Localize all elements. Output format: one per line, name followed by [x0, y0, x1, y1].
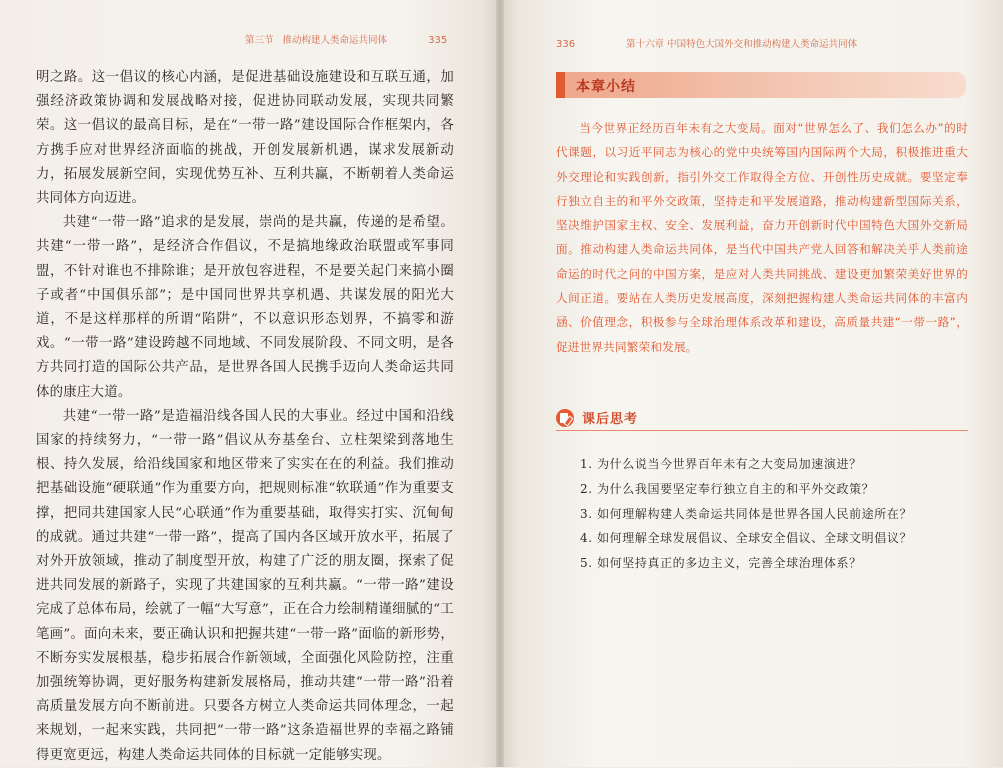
book-spine: [496, 0, 504, 767]
question-item: 5. 如何坚持真正的多边主义，完善全球治理体系？: [580, 556, 862, 571]
question-item: 4. 如何理解全球发展倡议、全球安全倡议、全球文明倡议？: [580, 531, 913, 546]
question-item: 3. 如何理解构建人类命运共同体是世界各国人民前途所在？: [580, 506, 913, 521]
chapter-summary-heading: [556, 72, 966, 98]
question-list: [580, 452, 970, 576]
summary-marker-bar: [556, 72, 565, 98]
chapter-summary-text: 当今世界正经历百年未有之大变局。面对“世界怎么了、我们怎么办”的时代课题，以习近平同志为核心的党中央统筹国内国际两个大局，积极推进重大外交理论和实践创新，指引外交工作取得全方位、开创性历史成就。要坚定奉行独立自主的和平外交政策，坚持走和平发展道路，推动构建新型国际关系，坚决维护国家主权、安全、发展利益，奋力开创新时代中国特色大国外交新局面。推动构建人类命运共同体，是当代中国共产党人回答和解决关乎人类前途命运的时代之问的中国方案，是应对人类共同挑战、建设更加繁荣美好世界的人间正道。要站在人类历史发展高度，深刻把握构建人类命运共同体的丰富内涵、价值理念，积极参与全球治理体系改革和建设，高质量共建“一带一路”，促进世界共同繁荣和发展。: [556, 121, 968, 354]
right-header-title: 中国特色大国外交和推动构建人类命运共同体: [667, 39, 858, 50]
pen-paper-icon: [556, 409, 574, 427]
chapter-summary-body: [556, 116, 968, 359]
left-header-title: 推动构建人类命运共同体: [282, 35, 388, 46]
body-paragraph-1: 明之路。这一倡议的核心内涵，是促进基础设施建设和互联互通，加强经济政策协调和发展战略对接，促进协同联动发展，实现共同繁荣。这一倡议的最高目标，是在“一带一路”建设国际合作框架内，各方携手应对世界经济面临的挑战，开创发展新机遇，谋求发展新动力，拓展发展新空间，实现优势互补、互利共赢，不断朝着人类命运共同体方向迈进。: [36, 70, 454, 207]
right-header-chapter: 第十六章: [626, 39, 665, 50]
body-paragraph-3: 共建“一带一路”是造福沿线各国人民的大事业。经过中国和沿线国家的持续努力，“一带一路”倡议从夯基垒台、立柱架梁到落地生根、持久发展，给沿线国家和地区带来了实实在在的利益。我们推动把基础设施“硬联通”作为重要方向，把规则标准“软联通”作为重要支撑，把同共建国家人民“心联通”作为重要基础，取得实打实、沉甸甸的成就。通过共建“一带一路”，提高了国内各区域开放水平，拓展了对外开放领域，推动了制度型开放，构建了广泛的朋友圈，探索了促进共同发展的新路子，实现了共建国家的互利共赢。“一带一路”建设完成了总体布局，绘就了一幅“大写意”，正在合力绘制精谨细腻的“工笔画”。面向未来，要正确认识和把握共建“一带一路”面临的新形势，不断夯实发展根基，稳步拓展合作新领域，全面强化风险防控，注重加强统筹协调，更好服务构建新发展格局，推动共建“一带一路”沿着高质量发展方向不断前进。只要各方树立人类命运共同体理念，一起来规划，一起来实践，共同把“一带一路”这条造福世界的幸福之路铺得更宽更远，构建人类命运共同体的目标就一定能够实现。: [36, 408, 454, 763]
left-header-section: 第三节: [245, 35, 274, 46]
body-paragraph-2: 共建“一带一路”追求的是发展，崇尚的是共赢，传递的是希望。共建“一带一路”，是经济合作倡议，不是搞地缘政治联盟或军事同盟，不针对谁也不排除谁；是开放包容进程，不是要关起门来搞小圈子或者“中国俱乐部”；是中国同世界共享机遇、共谋发展的阳光大道，不是这样那样的所谓“陷阱”，不以意识形态划界，不搞零和游戏。“一带一路”建设跨越不同地域、不同发展阶段、不同文明，是各方共同打造的国际公共产品，是世界各国人民携手迈向人类命运共同体的康庄大道。: [36, 215, 454, 400]
right-page-number: 336: [556, 39, 576, 50]
right-page-header: [556, 36, 857, 50]
left-page-body: [36, 66, 454, 768]
chapter-summary-title: 本章小结: [576, 79, 636, 95]
left-page-header: [245, 32, 447, 46]
left-page: [0, 0, 500, 767]
question-item: 2. 为什么我国要坚定奉行独立自主的和平外交政策？: [580, 481, 875, 496]
after-class-thinking-heading: [556, 406, 968, 431]
left-page-number: 335: [428, 35, 448, 46]
after-class-thinking-title: 课后思考: [582, 412, 639, 427]
question-item: 1. 为什么说当今世界百年未有之大变局加速演进？: [580, 457, 862, 471]
